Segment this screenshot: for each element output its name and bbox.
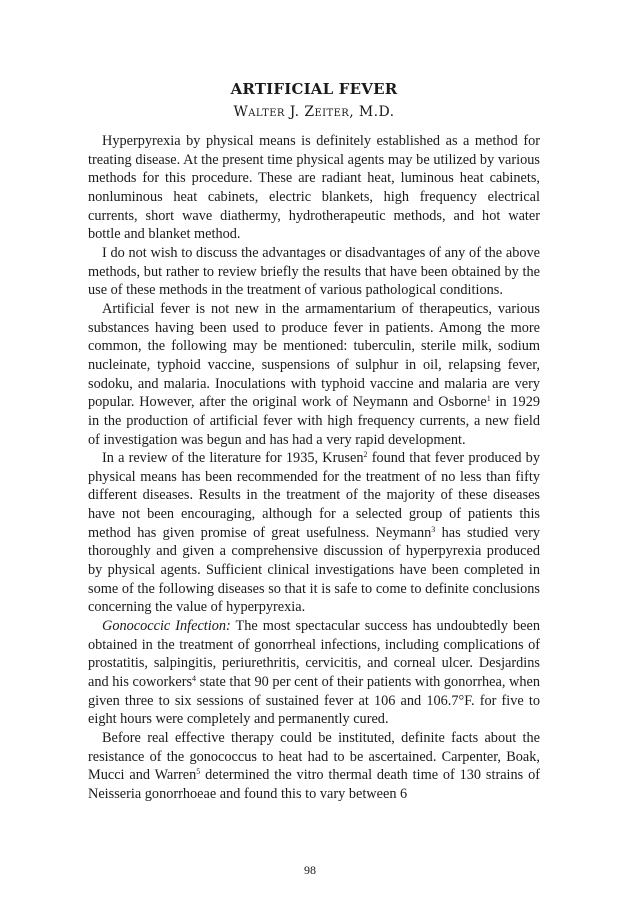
paragraph-2: I do not wish to discuss the advantages or disadvantages of any of the above methods, but rather to review briefly the results that have been obtained by the use of these methods in the treatment of various pathological conditions.: [88, 244, 540, 299]
footnote-ref-3: 3: [431, 524, 436, 534]
article-page: [88, 78, 540, 804]
paragraph-1: Hyperpyrexia by physical means is definitely established as a method for treating disease. At the present time physical agents may be utilized by various methods for this procedure. These are radiant heat, luminous heat cabinets, nonluminous heat cabinets, electric blankets, high frequency electrical currents, short wave diathermy, hydrotherapeutic methods, and hot water bottle and blanket method.: [88, 133, 540, 243]
paragraph-5-text-a: The most spectacular success has undoubtedly been obtained in the treatment of gonorrheal infections, including complications of prostatitis, salpingitis, periurethritis, cervicitis, and corneal ulcer. Desjardins and his coworkers: [88, 618, 540, 691]
footnote-ref-4: 4: [192, 674, 197, 684]
paragraph-6-text-a: Before real effective therapy could be instituted, definite facts about the resistance of the gonococcus to heat had to be ascertained. Carpenter, Boak, Mucci and Warren: [88, 730, 540, 784]
paragraph-3-text-b: in 1929 in the production of artificial fever with high frequency currents, a new field of investigation was begun and has had a very rapid development.: [88, 394, 540, 448]
article-author: [88, 100, 540, 124]
paragraph-4: [88, 449, 540, 617]
author-name: Walter J. Zeiter, M.D.: [233, 104, 395, 120]
paragraph-4-text-c: has studied very thoroughly and given a comprehensive discussion of hyperpyrexia produced by physical agents. Sufficient clinical investigations have been completed in some of the following diseases so that it is safe to come to definite conclusions concerning the value of hyperpyrexia.: [88, 524, 541, 616]
section-run-in-heading: Gonococcic Infection:: [102, 618, 231, 635]
paragraph-3: [88, 300, 540, 449]
paragraph-4-text-a: In a review of the literature for 1935, Krusen: [102, 450, 364, 467]
paragraph-6: [88, 729, 540, 804]
footnote-ref-2: 2: [363, 450, 368, 460]
article-title: ARTIFICIAL FEVER: [230, 80, 398, 98]
footnote-ref-5: 5: [196, 767, 201, 777]
page-number: 98: [304, 863, 316, 877]
footnote-ref-1: 1: [486, 394, 491, 404]
paragraph-3-text-a: Artificial fever is not new in the armamentarium of therapeutics, various substances having been used to produce fever in patients. Among the more common, the following may be mentioned: tuberculin, sterile milk, sodium nucleinate, typhoid vaccine, suspensions of sulphur in oil, relapsing fever, sodoku, and malaria. Inoculations with typhoid vaccine and malaria are very popular. However, after the original work of Neymann and Osborne: [88, 300, 540, 411]
paragraph-4-text-b: found that fever produced by physical means has been recommended for the treatment of no less than fifty different diseases. Results in the treatment of the majority of these diseases have not been encouraging, although for a selected group of patients this method has given promise of great usefulness. Neymann: [88, 450, 540, 541]
article-body: [88, 132, 540, 804]
paragraph-5: [88, 617, 540, 729]
paragraph-6-text-b: determined the vitro thermal death time of 130 strains of Neisseria gonorrhoeae and found this to vary between 6: [88, 767, 540, 802]
paragraph-5-text-b: state that 90 per cent of their patients with gonorrhea, when given three to six sessions of sustained fever at 106 and 106.7°F. for five to eight hours were completely and permanently cured.: [88, 674, 540, 728]
